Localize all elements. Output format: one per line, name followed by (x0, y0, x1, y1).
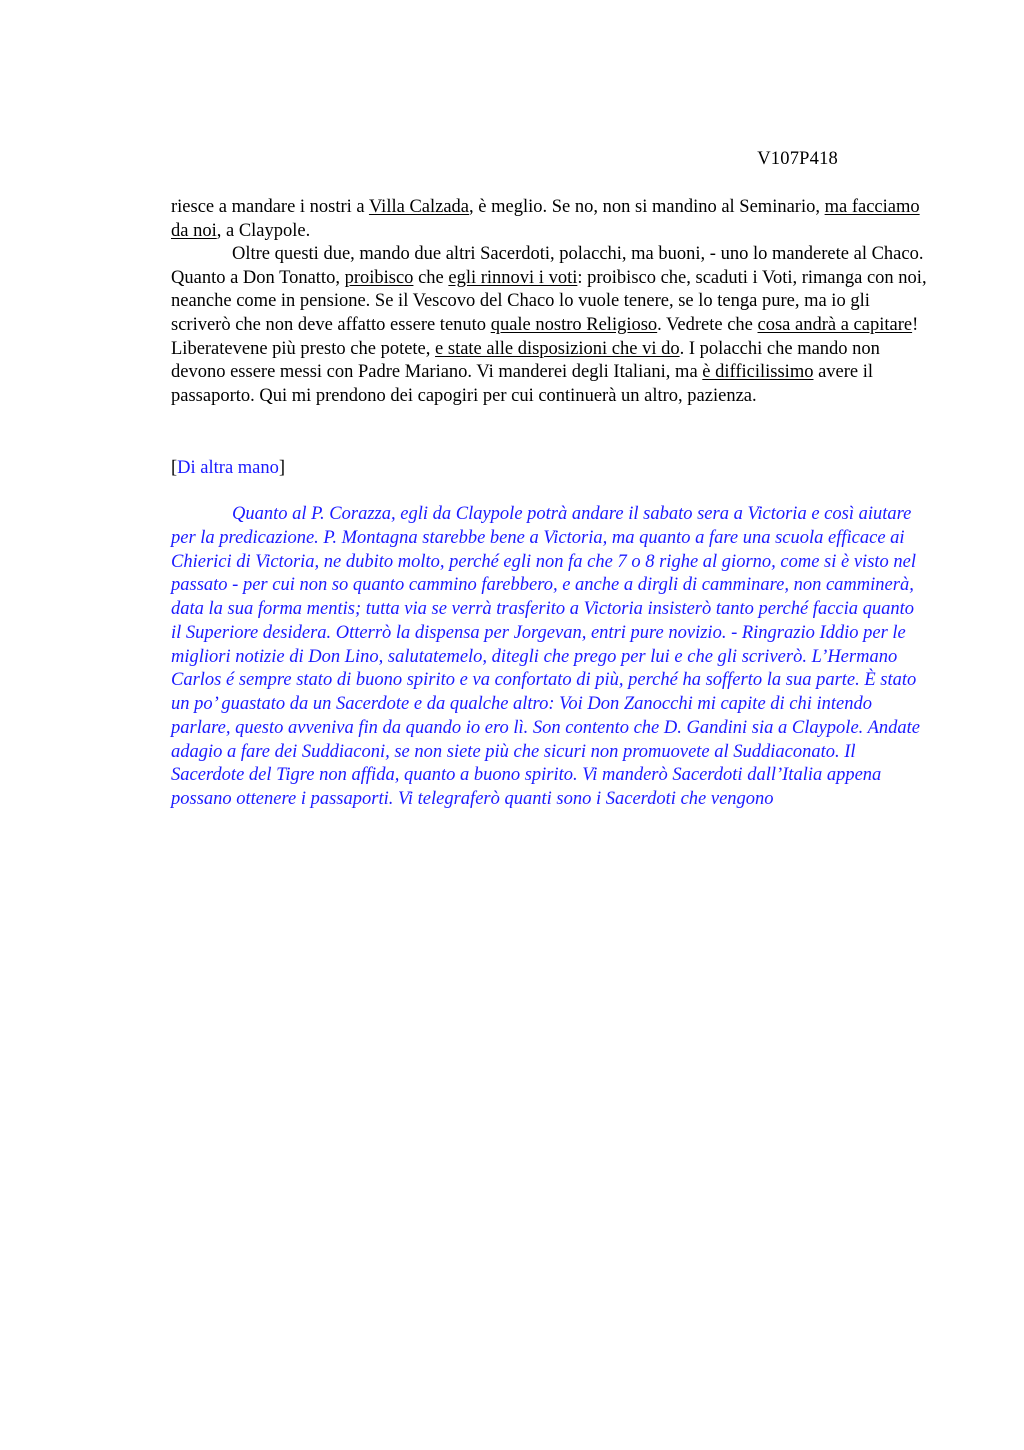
underlined-phrase: quale nostro Religioso (490, 314, 658, 335)
text-run: . I polacchi che mando non devono essere messi con Padre Mariano. Vi manderei degli Italiani, ma (171, 338, 880, 383)
page-reference: V107P418 (757, 149, 838, 169)
bracket-open: [ (171, 458, 178, 478)
text-run: avere il passaporto. Qui mi prendono dei capogiri per cui continuerà un altro, pazienza. (171, 362, 874, 406)
underlined-phrase: e state alle disposizioni che vi do (435, 338, 680, 359)
note-label: Di altra mano (177, 458, 279, 478)
underlined-phrase: cosa andrà a capitare (757, 314, 913, 335)
text-run: , a Claypole. (216, 220, 311, 241)
underlined-phrase: proibisco (344, 267, 414, 288)
text-run: : proibisco che, scaduti i Voti, rimanga con noi, neanche come in pensione. Se il Vescovo del Chaco lo vuole tenere, se lo tenga pure, ma io gli scriverò che non deve affatto essere tenuto (171, 267, 927, 335)
text-run: , è meglio. Se no, non si mandino al Seminario, (469, 197, 825, 217)
text-run: ! Liberatevene più presto che potete, (171, 314, 919, 359)
text-run: Oltre questi due, mando due altri Sacerdoti, polacchi, ma buoni, - uno lo manderete al Chaco. Quanto a Don Tonatto, (171, 244, 924, 288)
text-run: riesce a mandare i nostri a (171, 197, 369, 217)
other-hand-paragraph: Quanto al P. Corazza, egli da Claypole potrà andare il sabato sera a Victoria e così aiutare per la predicazione. P. Montagna starebbe bene a Victoria, ma quanto a fare una scuola efficace ai Chierici di Victoria, ne dubito molto, perché egli non fa che 7 o 8 righe al giorno, come si è visto nel passato - per cui non so quanto cammino farebbero, e anche a dirgli di camminare, non camminerà, data la sua forma mentis; tutta via se verrà trasferito a Victoria insisterò tanto perché faccia quanto il Superiore desidera. Otterrò la dispensa per Jorgevan, entri pure novizio. - Ringrazio Iddio per le migliori notizie di Don Lino, salutatemelo, ditegli che prego per lui e che gli scriverò. L’Hermano Carlos é sempre stato di buono spirito e va confortato di più, perché ha sofferto la sua parte. È stato un po’ guastato da un Sacerdote e da qualche altro: Voi Don Zanocchi mi capite di chi intendo parlare, questo avveniva fin da quando io ero lì. Son contento che D. Gandini sia a Claypole. Andate adagio a fare dei Suddiaconi, se non siete più che sicuri non promuovete al Suddiaconato. Il Sacerdote del Tigre non affida, quanto a buono spirito. Vi manderò Sacerdoti dall’Italia appena possano ottenere i passaporti. Vi telegraferò quanti sono i Sacerdoti che vengono (171, 504, 920, 809)
paragraph-continuation (171, 196, 931, 243)
bracket-close: ] (278, 458, 286, 478)
paragraph-main (171, 243, 931, 408)
text-run: che (413, 267, 449, 288)
underlined-phrase: egli rinnovi i voti (448, 267, 578, 288)
editorial-note (171, 456, 285, 480)
letter-body (171, 196, 931, 408)
text-run: . Vedrete che (657, 314, 758, 335)
underlined-phrase: Villa Calzada (368, 197, 470, 217)
underlined-phrase: ma facciamo da noi (171, 197, 920, 241)
underlined-phrase: è difficilissimo (702, 362, 814, 383)
